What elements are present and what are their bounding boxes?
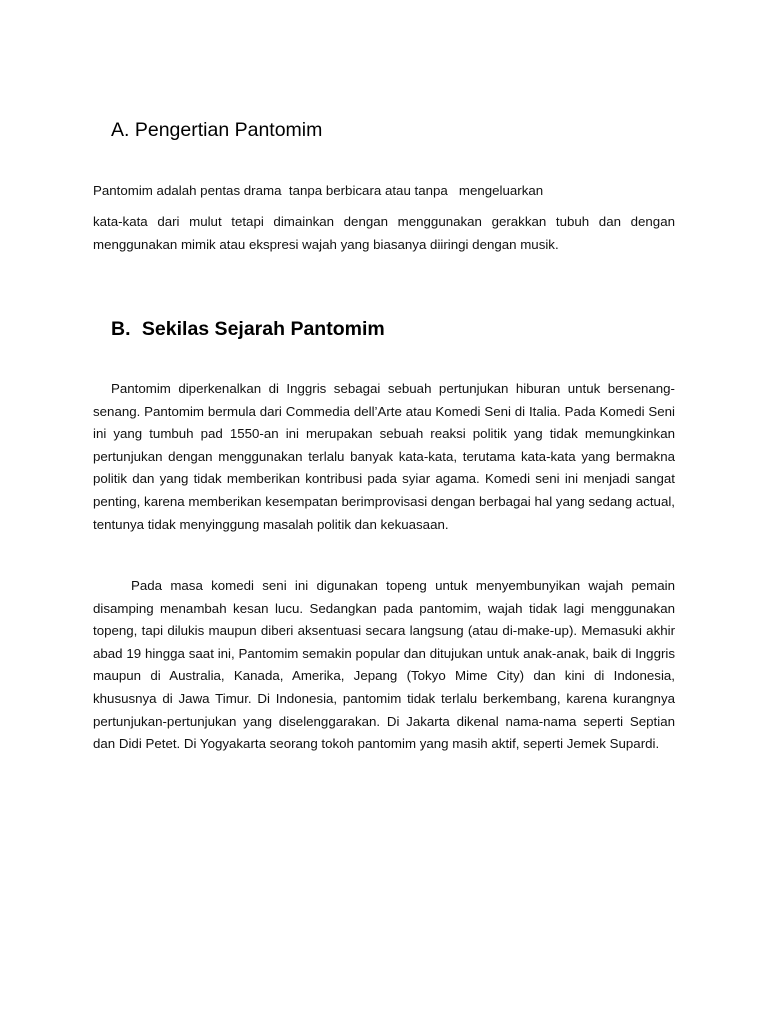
section-a-paragraph-2: kata-kata dari mulut tetapi dimainkan dengan menggunakan gerakkan tubuh dan dengan menggunakan mimik atau ekspresi wajah yang biasanya diiringi dengan musik. [93, 214, 675, 252]
section-b-paragraph-2: Pada masa komedi seni ini digunakan topeng untuk menyembunyikan wajah pemain disamping menambah kesan lucu. Sedangkan pada pantomim, wajah tidak lagi menggunakan topeng, tapi dilukis maupun diberi aksentuasi secara langsung (atau di-make-up). Memasuki akhir abad 19 hingga saat ini, Pantomim semakin popular dan ditujukan untuk anak-anak, baik di Inggris maupun di Australia, Kanada, Amerika, Jepang (Tokyo Mime City) dan kini di Indonesia, khususnya di Jawa Timur. Di Indonesia, pantomim tidak terlalu berkembang, karena kurangnya pertunjukan-pertunjukan yang diselenggarakan. Di Jakarta dikenal nama-nama seperti Septian dan Didi Petet. Di Yogyakarta seorang tokoh pantomim yang masih aktif, seperti Jemek Supardi. [93, 578, 675, 752]
section-a-heading [111, 119, 322, 142]
section-b-heading [111, 318, 385, 341]
section-a-letter: A. [111, 119, 130, 141]
section-b-title: Sekilas Sejarah Pantomim [141, 318, 385, 340]
section-b-paragraph-1: Pantomim diperkenalkan di Inggris sebagai sebuah pertunjukan hiburan untuk bersenang-senang. Pantomim bermula dari Commedia dell’Arte atau Komedi Seni di Italia. Pada Komedi Seni ini yang tumbuh pad 1550-an ini merupakan sebuah reaksi politik yang tidak memungkinkan pertunjukan dengan menggunakan terlalu banyak kata-kata, terutama kata-kata yang bermakna politik dan yang tidak memberikan kontribusi pada syiar agama. Komedi seni ini menjadi sangat penting, karena memberikan kesempatan berimprovisasi dengan berbagai hal yang sedang actual, tentunya tidak menyinggung masalah politik dan kekuasaan. [93, 381, 675, 532]
section-b-letter: B. [111, 318, 131, 340]
section-a-title: Pengertian Pantomim [134, 119, 323, 141]
section-a-paragraph-1: Pantomim adalah pentas drama tanpa berbicara atau tanpa mengeluarkan [93, 183, 544, 198]
